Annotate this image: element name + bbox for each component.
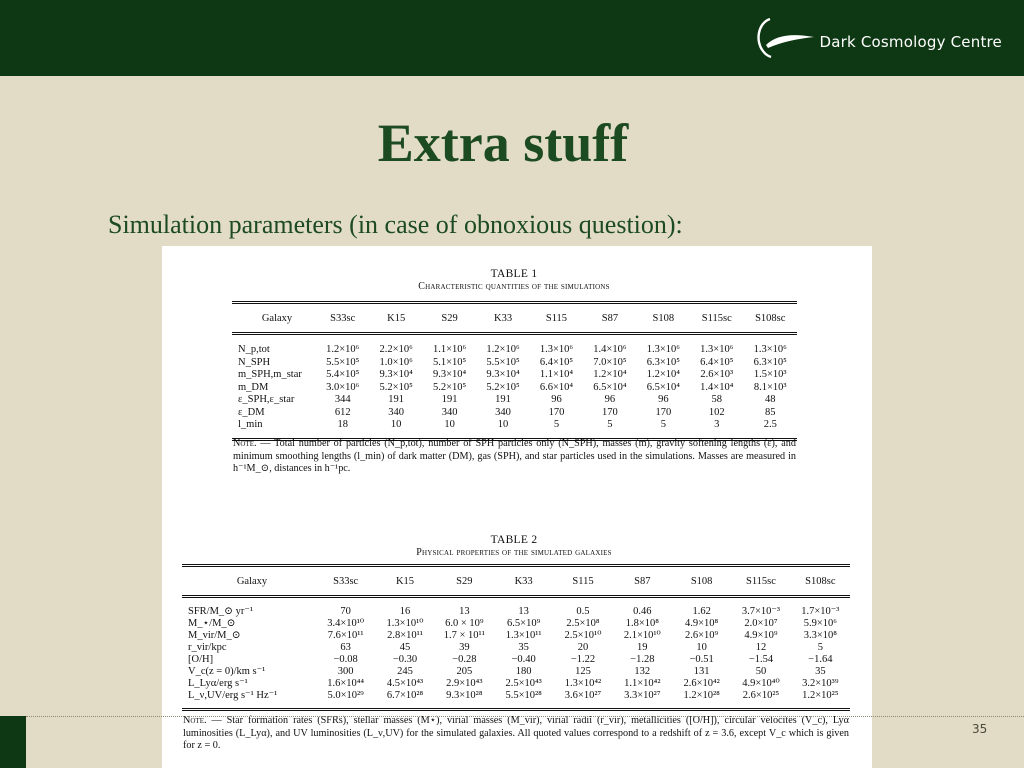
table-cell: 5 [660, 419, 666, 430]
table-row [232, 394, 797, 407]
table1-col-header: S33sc [330, 312, 356, 324]
table-cell: 2.1×10¹⁰ [623, 630, 661, 641]
table2-col-galaxy: Galaxy [236, 575, 268, 587]
table2-col-header: S87 [634, 575, 651, 587]
table1-col-header: K15 [387, 312, 406, 324]
table-cell: 1.3×10⁴² [564, 678, 602, 689]
table-cell: −1.54 [748, 654, 774, 665]
table-cell: 3.4×10¹⁰ [327, 618, 365, 629]
table-cell: 85 [765, 406, 776, 418]
table-row [182, 654, 850, 666]
row-label: L_Lyα/erg s⁻¹ [188, 678, 248, 689]
table1-col-header: S87 [601, 312, 619, 324]
table-cell: 5.4×10⁵ [326, 369, 360, 380]
table-cell: 6.4×10⁵ [539, 356, 574, 368]
logo-text: Dark Cosmology Centre [819, 33, 1002, 51]
table-cell: 1.1×10⁴ [539, 369, 574, 380]
table-cell: 170 [602, 406, 618, 418]
table2-body [182, 597, 850, 710]
table-cell: 6.7×10²⁸ [386, 690, 424, 701]
table-cell: 6.3×10⁵ [753, 356, 787, 368]
table1-body [232, 334, 797, 440]
table2-col-header: S108 [690, 575, 713, 587]
table2-col-header: K15 [395, 575, 415, 587]
table1-col-header: S29 [441, 312, 458, 324]
table2-col-header: S108sc [805, 575, 836, 587]
table2-header-row [182, 566, 850, 597]
table-cell: −0.08 [333, 654, 358, 665]
table-cell: 18 [337, 419, 348, 430]
table1-col-header: K33 [493, 312, 513, 324]
table-cell: 0.5 [576, 606, 590, 617]
table-cell: 1.0×10⁶ [379, 356, 413, 368]
table-cell: 170 [548, 406, 565, 418]
row-label: M_⋆/M_⊙ [188, 618, 236, 629]
table2-note-text: — Star formation rates (SFRs), stellar masses (M⋆), virial masses (M_vir), virial radii (r_vir), metallicities ([O/H]), circular velocites (V_c), Lyα luminosities (L_Lyα), and UV luminosities (L_ν,UV) for the simulated galaxies. All quoted values correspond to a redshift of z = 3.6, except V_c which is given for z = 0. [183, 715, 849, 752]
table-row [232, 334, 797, 357]
table-cell: 9.3×10⁴ [432, 369, 467, 380]
table-cell: 102 [708, 406, 725, 418]
table2 [182, 564, 850, 711]
table-cell: 96 [604, 394, 616, 405]
table-cell: 2.6×10⁹ [685, 630, 719, 641]
table-cell: 4.9×10⁸ [685, 618, 719, 629]
table-cell: 20 [577, 642, 589, 653]
table1-col-header: S115sc [701, 312, 732, 324]
table-cell: 1.1×10⁴² [624, 678, 661, 689]
row-label: m_SPH,m_star [238, 369, 302, 380]
table-cell: 1.7 × 10¹¹ [443, 630, 485, 641]
table2-col-header: S115 [572, 575, 594, 587]
table-cell: 1.1×10⁶ [432, 344, 467, 355]
table-cell: 191 [441, 394, 458, 405]
table-row [182, 597, 850, 619]
row-label: N_SPH [238, 356, 271, 368]
table-cell: 6.0 × 10⁹ [445, 618, 484, 629]
row-label: r_vir/kpc [188, 642, 227, 653]
table1-note [233, 438, 796, 476]
table-cell: 300 [337, 666, 354, 677]
table-cell: −1.64 [808, 654, 833, 665]
table-cell: 13 [518, 606, 529, 617]
row-label: [O/H] [188, 654, 214, 665]
table-cell: 612 [334, 406, 351, 418]
table-cell: 6.5×10⁹ [507, 618, 541, 629]
table-cell: 4.5×10⁴³ [386, 678, 424, 689]
table-cell: 1.6×10⁴⁴ [327, 678, 365, 689]
table-cell: 1.3×10⁶ [646, 344, 680, 355]
table-cell: 5 [817, 642, 823, 653]
table-cell: 191 [495, 394, 511, 405]
table-cell: 2.8×10¹¹ [387, 630, 423, 641]
table-cell: 2.6×10³ [700, 369, 734, 380]
table2-col-header: S115sc [745, 575, 776, 587]
table-cell: 6.5×10⁴ [593, 381, 627, 393]
row-label: l_min [238, 419, 263, 430]
table-cell: 2.5×10¹⁰ [564, 630, 602, 641]
table-cell: 1.4×10⁴ [700, 381, 734, 393]
table-cell: 1.3×10⁶ [753, 344, 787, 355]
table-cell: 10 [696, 642, 707, 653]
table-cell: −1.22 [570, 654, 596, 665]
table-cell: 2.6×10²⁵ [742, 690, 780, 701]
table-cell: 132 [634, 666, 651, 677]
table2-note-label: Note. [183, 715, 207, 726]
row-label: L_ν,UV/erg s⁻¹ Hz⁻¹ [188, 690, 278, 701]
row-label: N_p,tot [238, 344, 270, 355]
table-cell: 5.2×10⁵ [379, 381, 413, 393]
table1-number: TABLE 1 [490, 268, 538, 280]
table-cell: 4.9×10⁹ [744, 630, 778, 641]
table2-number: TABLE 2 [490, 534, 538, 546]
table-cell: 10 [497, 419, 509, 430]
table-cell: −0.30 [392, 654, 418, 665]
table-cell: 96 [658, 394, 669, 405]
dcc-logo-icon [752, 15, 816, 61]
table-cell: 50 [755, 666, 767, 677]
table-row [182, 630, 850, 642]
table-cell: 5.9×10⁶ [803, 618, 837, 629]
table-cell: 5.5×10⁵ [326, 356, 360, 368]
table-cell: 6.4×10⁵ [700, 356, 734, 368]
table-cell: 3.0×10⁶ [326, 381, 360, 393]
footer-divider [26, 716, 1024, 717]
table-cell: 340 [388, 406, 405, 418]
row-label: SFR/M_⊙ yr⁻¹ [188, 606, 254, 617]
table-cell: 2.6×10⁴² [683, 678, 720, 689]
table-cell: 1.3×10⁶ [539, 344, 574, 355]
paper-tables-image [162, 246, 872, 768]
table1 [232, 301, 797, 441]
table-cell: 1.62 [692, 606, 711, 617]
table-cell: 1.2×10⁴ [593, 369, 627, 380]
table-cell: 131 [693, 666, 710, 677]
footer-accent [0, 716, 26, 768]
table-cell: 58 [711, 394, 723, 405]
row-label: M_vir/M_⊙ [188, 630, 241, 641]
table-cell: 10 [390, 419, 402, 430]
table-cell: 19 [637, 642, 648, 653]
table-cell: 39 [459, 642, 470, 653]
table-cell: 5.2×10⁵ [432, 381, 467, 393]
table-row [232, 407, 797, 420]
table-cell: 35 [815, 666, 826, 677]
table-cell: 191 [388, 394, 405, 405]
table-cell: 5 [607, 419, 613, 430]
row-label: ε_DM [238, 406, 265, 418]
table-cell: 2.5×10⁸ [566, 618, 600, 629]
table-row [232, 369, 797, 382]
table-row [182, 678, 850, 690]
table-cell: 1.5×10³ [753, 369, 787, 380]
table-cell: 1.7×10⁻³ [801, 606, 840, 617]
table-cell: 3.3×10²⁷ [624, 690, 661, 701]
table-cell: 35 [518, 642, 529, 653]
table1-col-header: S108sc [755, 312, 786, 324]
table2-heading [162, 534, 866, 559]
table-cell: 16 [399, 606, 411, 617]
table-cell: 96 [551, 394, 562, 405]
table-cell: 344 [334, 394, 351, 405]
table-row [182, 618, 850, 630]
table1-header-row [232, 303, 797, 334]
table1-heading [162, 268, 866, 293]
table-cell: −1.28 [630, 654, 655, 665]
table2-note [183, 715, 849, 753]
table-cell: 3.3×10⁸ [803, 630, 837, 641]
table-cell: 340 [495, 406, 511, 418]
row-label: V_c(z = 0)/km s⁻¹ [188, 666, 266, 677]
slide-title: Extra stuff [377, 113, 629, 173]
dcc-logo [752, 14, 1003, 62]
table-row [232, 357, 797, 370]
table-cell: 1.2×10⁴ [646, 369, 680, 380]
table-cell: 245 [397, 666, 413, 677]
table-cell: 3 [714, 419, 720, 430]
table-cell: 1.3×10¹⁰ [386, 618, 424, 629]
table-cell: 5.5×10⁵ [486, 356, 520, 368]
table-cell: 205 [456, 666, 473, 677]
table-cell: 2.5×10⁴³ [505, 678, 542, 689]
table-cell: 3.2×10³⁹ [802, 678, 839, 689]
table-cell: 1.8×10⁸ [625, 618, 659, 629]
table-cell: 7.6×10¹¹ [327, 630, 364, 641]
row-label: m_DM [238, 381, 269, 393]
table-cell: 1.4×10⁶ [593, 344, 627, 355]
table-cell: 2.2×10⁶ [379, 344, 413, 355]
table-row [182, 666, 850, 678]
table-cell: 45 [399, 642, 411, 653]
table-cell: −0.40 [511, 654, 536, 665]
table-cell: 48 [765, 394, 776, 405]
table-cell: 170 [655, 406, 672, 418]
table1-caption: Characteristic quantities of the simulations [418, 281, 610, 293]
table-cell: 9.3×10²⁸ [446, 690, 483, 701]
table-cell: 3.6×10²⁷ [564, 690, 602, 701]
table-cell: 13 [459, 606, 470, 617]
table-cell: 4.9×10⁴⁰ [742, 678, 780, 689]
table1-col-header: S115 [545, 312, 568, 324]
table-cell: 63 [340, 642, 351, 653]
table-cell: 125 [575, 666, 591, 677]
table2-caption: Physical properties of the simulated galaxies [416, 547, 612, 559]
table-cell: 0.46 [633, 606, 652, 617]
table-cell: 3.7×10⁻³ [741, 606, 781, 617]
header-bar [0, 0, 1024, 76]
table2-col-header: S29 [456, 575, 473, 587]
table-row [232, 382, 797, 395]
table-cell: 5.0×10²⁹ [327, 690, 364, 701]
table-cell: 9.3×10⁴ [379, 369, 413, 380]
table1-col-galaxy: Galaxy [261, 312, 293, 324]
table1-note-label: Note. [233, 438, 257, 449]
table-cell: 6.6×10⁴ [539, 381, 574, 393]
table-cell: 1.2×10²⁸ [683, 690, 720, 701]
table1-col-header: S108 [652, 312, 675, 324]
table-cell: −0.51 [689, 654, 714, 665]
table-cell: 1.3×10¹¹ [505, 630, 542, 641]
table-cell: 10 [444, 419, 455, 430]
table2-col-header: K33 [514, 575, 533, 587]
table-cell: 5.5×10²⁸ [505, 690, 542, 701]
table-cell: 180 [515, 666, 532, 677]
table-cell: 5.1×10⁵ [432, 356, 467, 368]
table-cell: 6.5×10⁴ [646, 381, 680, 393]
table-row [232, 419, 797, 439]
table-cell: 2.9×10⁴³ [446, 678, 483, 689]
table-cell: 340 [441, 406, 458, 418]
table-cell: 70 [340, 606, 351, 617]
page-number: 35 [972, 722, 988, 736]
table-cell: 8.1×10³ [753, 381, 787, 393]
table-row [182, 642, 850, 654]
table-cell: 2.0×10⁷ [744, 618, 778, 629]
row-label: ε_SPH,ε_star [238, 394, 295, 405]
table-cell: 7.0×10⁵ [593, 356, 627, 368]
table-row [182, 690, 850, 710]
table1-note-text: — Total number of particles (N_p,tot), number of SPH particles only (N_SPH), masses (m), gravity softening lengths (ε), and minimum smoothing lengths (l_min) of dark matter (DM), gas (SPH), and star particles used in the simulations. Masses are measured in h⁻¹M_⊙, distances in h⁻¹pc. [233, 438, 796, 475]
table2-col-header: S33sc [333, 575, 359, 587]
table-cell: 2.5 [763, 419, 777, 430]
table-cell: −0.28 [452, 654, 477, 665]
table-cell: 1.2×10⁶ [486, 344, 520, 355]
table-cell: 6.3×10⁵ [646, 356, 680, 368]
table-cell: 9.3×10⁴ [486, 369, 520, 380]
table-cell: 12 [755, 642, 767, 653]
table-cell: 1.2×10²⁵ [802, 690, 839, 701]
table-cell: 1.2×10⁶ [326, 344, 360, 355]
table-cell: 5.2×10⁵ [486, 381, 520, 393]
slide-subtitle: Simulation parameters (in case of obnoxious question): [108, 210, 683, 239]
table-cell: 5 [553, 419, 560, 430]
table-cell: 1.3×10⁶ [700, 344, 734, 355]
